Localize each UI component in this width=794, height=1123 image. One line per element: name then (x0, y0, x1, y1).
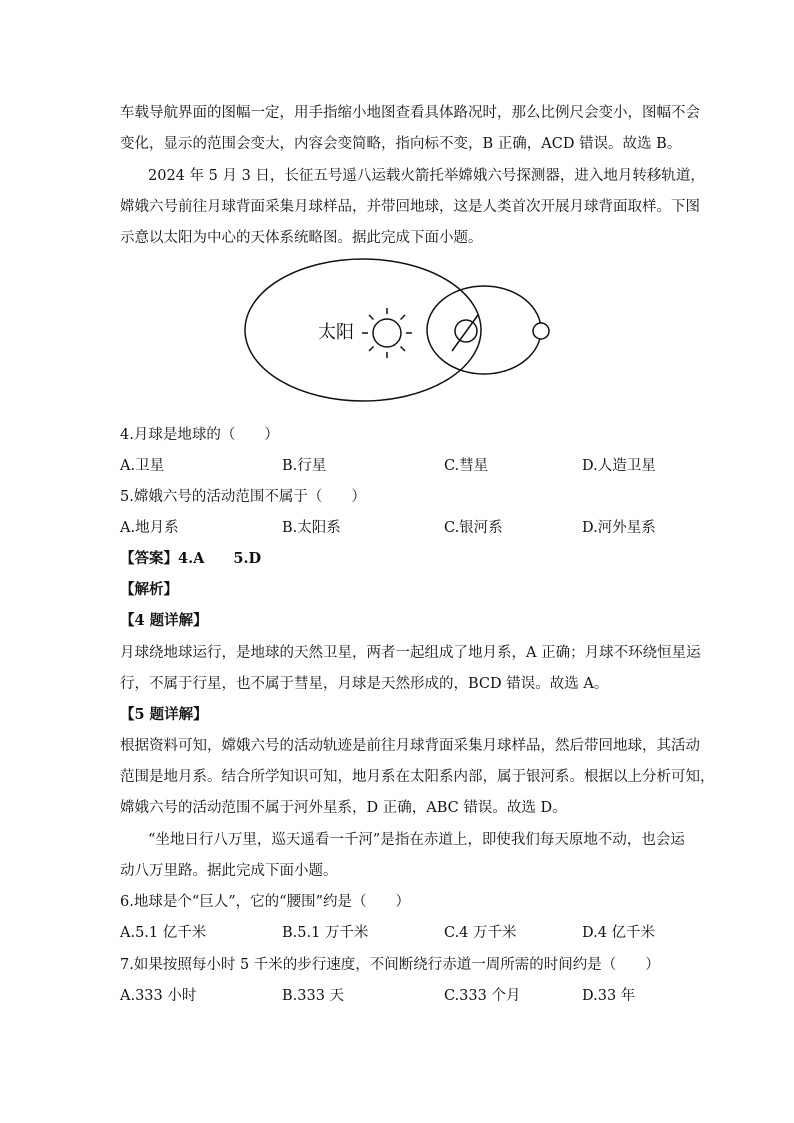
q7-option-c: C.333 个月 (444, 988, 521, 1004)
q5-stem: 5.嫦娥六号的活动范围不属于（ ） (120, 489, 366, 505)
detail5-line-3: 嫦娥六号的活动范围不属于河外星系，D 正确，ABC 错误。故选 D。 (120, 800, 567, 816)
moon-orbit (427, 286, 541, 374)
q6-option-b: B.5.1 万千米 (282, 925, 369, 941)
q5-option-a: A.地月系 (120, 520, 179, 536)
q7-option-d: D.33 年 (582, 988, 636, 1004)
sun-icon (362, 308, 412, 358)
intro-line-1: 车载导航界面的图幅一定，用手指缩小地图查看具体路况时，那么比例尺会变小，图幅不会 (120, 105, 700, 121)
q7-option-a: A.333 小时 (120, 988, 197, 1004)
passage1-line-3: 示意以太阳为中心的天体系统略图。据此完成下面小题。 (120, 230, 483, 246)
earth-icon (452, 315, 478, 351)
q6-option-a: A.5.1 亿千米 (120, 925, 207, 941)
q7-option-b: B.333 天 (282, 988, 345, 1004)
q4-option-b: B.行星 (282, 458, 327, 474)
detail5-heading: 【5 题详解】 (120, 706, 208, 723)
q6-stem: 6.地球是个“巨人”，它的“腰围”约是（ ） (120, 894, 410, 910)
q6-option-d: D.4 亿千米 (582, 925, 656, 941)
moon-icon (533, 323, 549, 339)
detail5-line-1: 根据资料可知，嫦娥六号的活动轨迹是前往月球背面采集月球样品，然后带回地球，其活动 (120, 738, 700, 754)
q4-option-a: A.卫星 (120, 458, 165, 474)
earth-orbit (245, 259, 481, 401)
passage1-line-1: 2024 年 5 月 3 日，长征五号遥八运载火箭托举嫦娥六号探测器，进入地月转移轨道， (148, 168, 705, 184)
q4-option-c: C.彗星 (444, 458, 489, 474)
answer-line: 【答案】4.A 5.D (120, 550, 262, 567)
passage1-line-2: 嫦娥六号前往月球背面采集月球样品，并带回地球，这是人类首次开展月球背面取样。下图 (120, 199, 700, 215)
sun-label: 太阳 (318, 322, 354, 343)
q7-stem: 7.如果按照每小时 5 千米的步行速度，不间断绕行赤道一周所需的时间约是（ ） (120, 957, 660, 973)
detail5-line-2: 范围是地月系。结合所学知识可知，地月系在太阳系内部，属于银河系。根据以上分析可知， (120, 769, 715, 785)
q4-stem: 4.月球是地球的（ ） (120, 427, 279, 443)
q4-option-d: D.人造卫星 (582, 458, 656, 474)
detail4-line-1: 月球绕地球运行，是地球的天然卫星，两者一起组成了地月系，A 正确；月球不环绕恒星运 (120, 645, 701, 661)
q5-option-b: B.太阳系 (282, 520, 341, 536)
q6-option-c: C.4 万千米 (444, 925, 517, 941)
detail4-line-2: 行，不属于行星，也不属于彗星，月球是天然形成的，BCD 错误。故选 A。 (120, 676, 609, 692)
analysis-heading: 【解析】 (120, 581, 178, 598)
q5-option-c: C.银河系 (444, 520, 503, 536)
passage2-line-1: “坐地日行八万里，巡天遥看一千河”是指在赤道上，即使我们每天原地不动，也会运 (148, 832, 685, 848)
passage2-line-2: 动八万里路。据此完成下面小题。 (120, 863, 338, 879)
intro-line-2: 变化，显示的范围会变大，内容会变简略，指向标不变，B 正确，ACD 错误。故选 B。 (120, 136, 682, 152)
q5-option-d: D.河外星系 (582, 520, 656, 536)
detail4-heading: 【4 题详解】 (120, 612, 208, 629)
